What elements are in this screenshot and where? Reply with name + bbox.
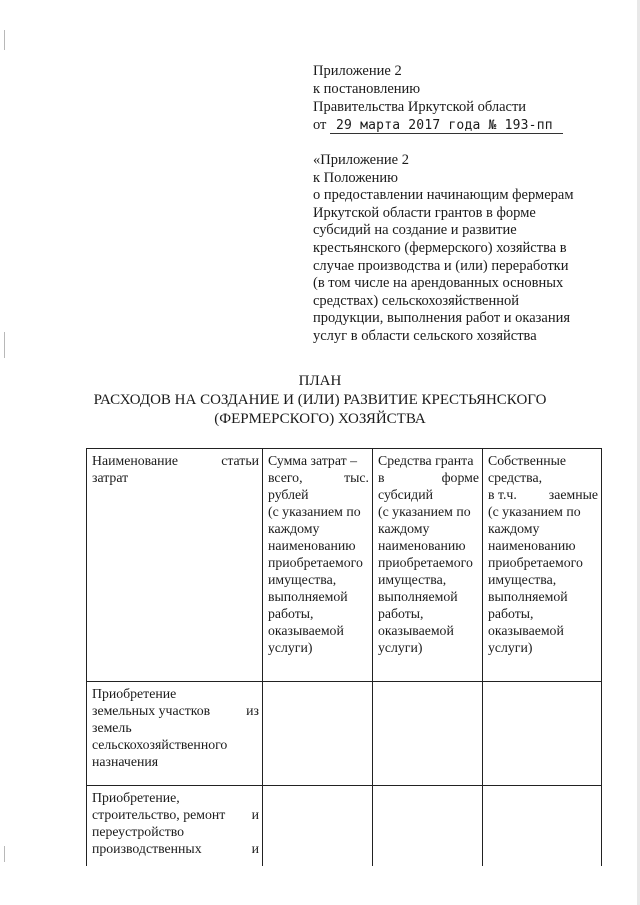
header-cell-grant-funds bbox=[373, 449, 483, 682]
cell-line: (с указанием по bbox=[378, 504, 471, 519]
cell-line: Сумма затрат – bbox=[268, 453, 357, 468]
cell-line: рублей bbox=[268, 487, 309, 502]
header-cell-total-cost bbox=[263, 449, 373, 682]
cell-line: земель bbox=[92, 720, 132, 735]
cell-line: (с указанием по bbox=[268, 504, 361, 519]
expense-plan-table bbox=[86, 448, 602, 866]
scan-artifact bbox=[4, 30, 5, 50]
cell-line: приобретаемого bbox=[268, 555, 363, 570]
empty-cell bbox=[373, 682, 483, 786]
cell-line: имущества, bbox=[488, 572, 557, 587]
date-value: 29 марта 2017 года № 193-пп bbox=[330, 118, 563, 134]
appendix-line: (в том числе на арендованных основных bbox=[313, 275, 564, 292]
cell-line: производственных и bbox=[92, 841, 259, 856]
cell-line: работы, bbox=[488, 606, 534, 621]
cell-line: работы, bbox=[378, 606, 424, 621]
cell-line: Собственные bbox=[488, 453, 566, 468]
cell-line: выполняемой bbox=[488, 589, 568, 604]
date-line bbox=[313, 116, 563, 135]
cell-line: каждому bbox=[488, 521, 540, 536]
cell-line: каждому bbox=[268, 521, 320, 536]
cell-line: в т.ч. заемные bbox=[488, 487, 598, 502]
cell-line: в форме bbox=[378, 470, 479, 485]
scan-artifact bbox=[4, 332, 5, 358]
date-prefix: от bbox=[313, 117, 327, 133]
scan-artifact bbox=[4, 846, 5, 862]
appendix-line: субсидий на создание и развитие bbox=[313, 222, 517, 239]
cell-line: наименованию bbox=[378, 538, 466, 553]
cell-line: назначения bbox=[92, 754, 159, 769]
cell-line: услуги) bbox=[378, 640, 423, 655]
empty-cell bbox=[373, 786, 483, 867]
expense-item-cell bbox=[87, 682, 263, 786]
cell-line: сельскохозяйственного bbox=[92, 737, 228, 752]
cell-line: выполняемой bbox=[378, 589, 458, 604]
cell-line: средства, bbox=[488, 470, 543, 485]
cell-line: (с указанием по bbox=[488, 504, 581, 519]
header-line: Правительства Иркутской области bbox=[313, 99, 527, 115]
appendix-line: к Положению bbox=[313, 169, 398, 186]
appendix-line: средствах) сельскохозяйственной bbox=[313, 292, 520, 309]
title-line: ПЛАН bbox=[298, 373, 342, 389]
appendix-line: случае производства и (или) переработки bbox=[313, 257, 569, 274]
empty-cell bbox=[263, 682, 373, 786]
cell-line: субсидий bbox=[378, 487, 433, 502]
cell-line: земельных участков из bbox=[92, 703, 259, 718]
appendix-line: продукции, выполнения работ и оказания bbox=[313, 310, 571, 327]
title-line: РАСХОДОВ НА СОЗДАНИЕ И (ИЛИ) РАЗВИТИЕ КРЕСТЬЯНСКОГО bbox=[93, 392, 547, 408]
table-row bbox=[87, 682, 602, 786]
cell-line: наименованию bbox=[268, 538, 356, 553]
cell-line: Приобретение bbox=[92, 686, 177, 701]
cell-line: каждому bbox=[378, 521, 430, 536]
cell-line: имущества, bbox=[378, 572, 447, 587]
cell-line: услуги) bbox=[488, 640, 533, 655]
cell-line: оказываемой bbox=[268, 623, 344, 638]
cell-line: оказываемой bbox=[488, 623, 564, 638]
cell-line: имущества, bbox=[268, 572, 337, 587]
cell-line: затрат bbox=[92, 470, 129, 485]
table-row bbox=[87, 786, 602, 867]
table-header-row bbox=[87, 449, 602, 682]
expense-item-cell bbox=[87, 786, 263, 867]
cell-line: наименованию bbox=[488, 538, 576, 553]
cell-line: услуги) bbox=[268, 640, 313, 655]
appendix-line: о предоставлении начинающим фермерам bbox=[313, 187, 574, 204]
cell-line: Наименование статьи bbox=[92, 453, 259, 468]
approval-header bbox=[313, 62, 563, 135]
appendix-line: услуг в области сельского хозяйства bbox=[313, 327, 537, 344]
cell-line: приобретаемого bbox=[378, 555, 473, 570]
cell-line: строительство, ремонт и bbox=[92, 807, 259, 822]
appendix-line: Иркутской области грантов в форме bbox=[313, 204, 536, 221]
header-cell-own-funds bbox=[483, 449, 602, 682]
document-title bbox=[0, 372, 640, 429]
empty-cell bbox=[263, 786, 373, 867]
empty-cell bbox=[483, 786, 602, 867]
cell-line: всего, тыс. bbox=[268, 470, 369, 485]
cell-line: работы, bbox=[268, 606, 314, 621]
cell-line: выполняемой bbox=[268, 589, 348, 604]
cell-line: оказываемой bbox=[378, 623, 454, 638]
cell-line: переустройство bbox=[92, 824, 185, 839]
appendix-reference bbox=[313, 152, 574, 346]
appendix-line: крестьянского (фермерского) хозяйства в bbox=[313, 239, 567, 256]
cell-line: Приобретение, bbox=[92, 790, 180, 805]
header-line: Приложение 2 bbox=[313, 63, 402, 79]
cell-line: Средства гранта bbox=[378, 453, 474, 468]
cell-line: приобретаемого bbox=[488, 555, 583, 570]
appendix-line: «Приложение 2 bbox=[313, 152, 409, 168]
title-line: (ФЕРМЕРСКОГО) ХОЗЯЙСТВА bbox=[214, 411, 426, 427]
header-line: к постановлению bbox=[313, 81, 421, 97]
header-cell-expense-item bbox=[87, 449, 263, 682]
empty-cell bbox=[483, 682, 602, 786]
